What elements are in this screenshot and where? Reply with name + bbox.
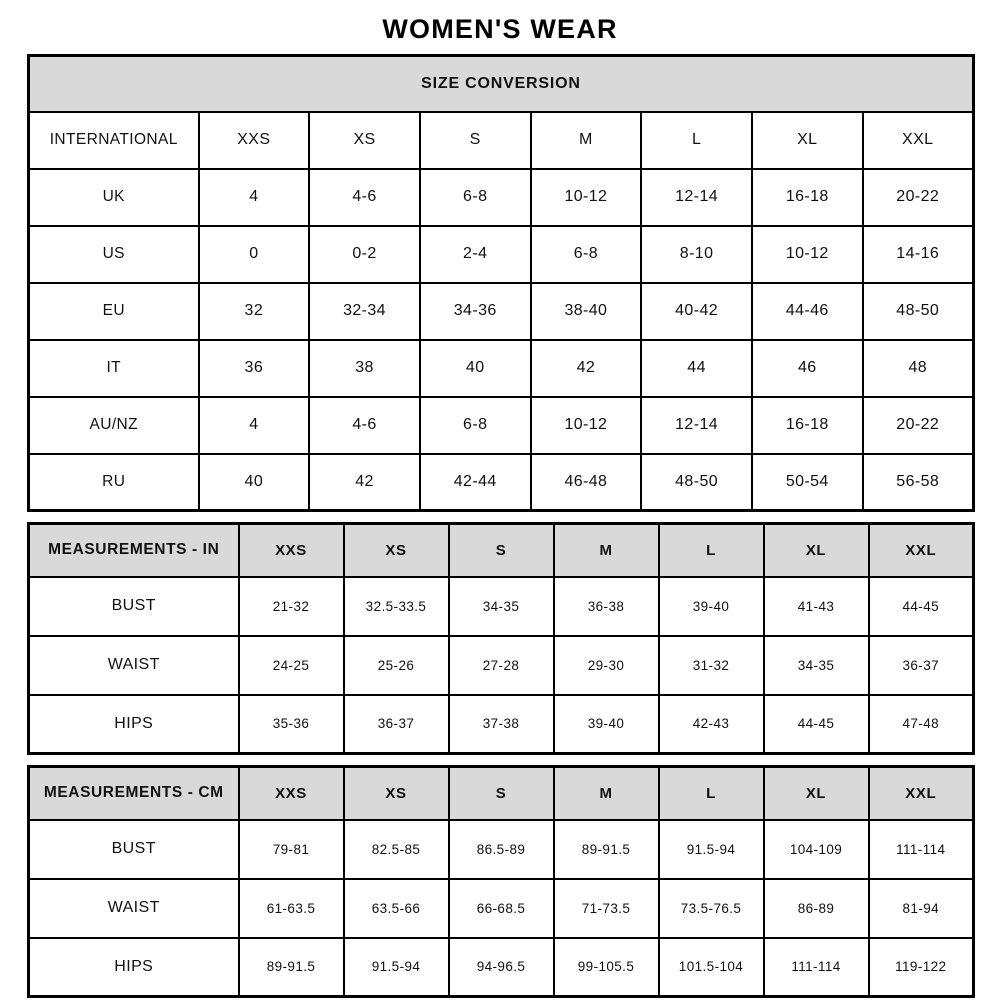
- table-row-it: [29, 340, 974, 397]
- value-cell: 86-89: [764, 879, 869, 938]
- row-label: BUST: [29, 577, 239, 636]
- size-header-cell: XL: [764, 767, 869, 820]
- page-title: WOMEN'S WEAR: [382, 14, 618, 44]
- size-header-cell: S: [449, 524, 554, 577]
- value-cell: 91.5-94: [659, 820, 764, 879]
- value-cell: 48-50: [641, 454, 752, 511]
- value-cell: 89-91.5: [554, 820, 659, 879]
- row-label: HIPS: [29, 695, 239, 754]
- table-row-us: [29, 226, 974, 283]
- value-cell: 71-73.5: [554, 879, 659, 938]
- value-cell: 6-8: [531, 226, 642, 283]
- value-cell: 40-42: [641, 283, 752, 340]
- value-cell: 14-16: [863, 226, 974, 283]
- value-cell: 111-114: [764, 938, 869, 997]
- value-cell: 27-28: [449, 636, 554, 695]
- value-cell: 4-6: [309, 169, 420, 226]
- value-cell: 46: [752, 340, 863, 397]
- value-cell: 111-114: [869, 820, 974, 879]
- value-cell: 36-37: [869, 636, 974, 695]
- value-cell: 10-12: [531, 397, 642, 454]
- size-header-cell: XXS: [239, 767, 344, 820]
- value-cell: 91.5-94: [344, 938, 449, 997]
- value-cell: 34-35: [449, 577, 554, 636]
- value-cell: 36: [199, 340, 310, 397]
- value-cell: 104-109: [764, 820, 869, 879]
- value-cell: 44-46: [752, 283, 863, 340]
- size-header-cell: XL: [752, 112, 863, 169]
- value-cell: 47-48: [869, 695, 974, 754]
- size-header-cell: L: [641, 112, 752, 169]
- value-cell: 50-54: [752, 454, 863, 511]
- size-header-cell: L: [659, 524, 764, 577]
- value-cell: 36-37: [344, 695, 449, 754]
- table-row-uk: [29, 169, 974, 226]
- row-label: IT: [29, 340, 199, 397]
- value-cell: 42-44: [420, 454, 531, 511]
- value-cell: 81-94: [869, 879, 974, 938]
- value-cell: 6-8: [420, 169, 531, 226]
- value-cell: 66-68.5: [449, 879, 554, 938]
- table-row-waist-in: [29, 636, 974, 695]
- measurements-in-table: [27, 522, 975, 755]
- value-cell: 61-63.5: [239, 879, 344, 938]
- size-header-cell: XS: [344, 524, 449, 577]
- value-cell: 0: [199, 226, 310, 283]
- value-cell: 73.5-76.5: [659, 879, 764, 938]
- value-cell: 32-34: [309, 283, 420, 340]
- size-header-cell: XXL: [869, 524, 974, 577]
- value-cell: 36-38: [554, 577, 659, 636]
- size-header-cell: S: [420, 112, 531, 169]
- value-cell: 32.5-33.5: [344, 577, 449, 636]
- row-label: WAIST: [29, 636, 239, 695]
- row-label: HIPS: [29, 938, 239, 997]
- value-cell: 40: [420, 340, 531, 397]
- value-cell: 20-22: [863, 397, 974, 454]
- value-cell: 42: [531, 340, 642, 397]
- row-label: AU/NZ: [29, 397, 199, 454]
- size-header-cell: XS: [309, 112, 420, 169]
- value-cell: 89-91.5: [239, 938, 344, 997]
- value-cell: 48: [863, 340, 974, 397]
- value-cell: 2-4: [420, 226, 531, 283]
- value-cell: 37-38: [449, 695, 554, 754]
- table-row-bust-cm: [29, 820, 974, 879]
- value-cell: 32: [199, 283, 310, 340]
- value-cell: 35-36: [239, 695, 344, 754]
- value-cell: 34-35: [764, 636, 869, 695]
- value-cell: 99-105.5: [554, 938, 659, 997]
- table-row-aunz: [29, 397, 974, 454]
- value-cell: 12-14: [641, 169, 752, 226]
- value-cell: 16-18: [752, 169, 863, 226]
- measurements-cm-title: MEASUREMENTS - CM: [29, 767, 239, 820]
- size-header-cell: M: [554, 767, 659, 820]
- size-conversion-banner: SIZE CONVERSION: [29, 56, 974, 112]
- measurements-cm-header-row: [29, 767, 974, 820]
- value-cell: 10-12: [752, 226, 863, 283]
- value-cell: 8-10: [641, 226, 752, 283]
- row-label: WAIST: [29, 879, 239, 938]
- value-cell: 21-32: [239, 577, 344, 636]
- row-label: RU: [29, 454, 199, 511]
- size-header-cell: XXL: [869, 767, 974, 820]
- table-row-hips-in: [29, 695, 974, 754]
- size-header-cell: L: [659, 767, 764, 820]
- value-cell: 39-40: [554, 695, 659, 754]
- measurements-in-header-row: [29, 524, 974, 577]
- table-row-bust-in: [29, 577, 974, 636]
- value-cell: 82.5-85: [344, 820, 449, 879]
- row-label: BUST: [29, 820, 239, 879]
- value-cell: 10-12: [531, 169, 642, 226]
- size-header-cell: XS: [344, 767, 449, 820]
- measurements-in-title: MEASUREMENTS - IN: [29, 524, 239, 577]
- value-cell: 79-81: [239, 820, 344, 879]
- value-cell: 42-43: [659, 695, 764, 754]
- value-cell: 4-6: [309, 397, 420, 454]
- table-row-ru: [29, 454, 974, 511]
- size-header-cell: XXL: [863, 112, 974, 169]
- value-cell: 44-45: [764, 695, 869, 754]
- value-cell: 20-22: [863, 169, 974, 226]
- size-header-cell: M: [531, 112, 642, 169]
- table-row-eu: [29, 283, 974, 340]
- value-cell: 44: [641, 340, 752, 397]
- value-cell: 42: [309, 454, 420, 511]
- row-label: EU: [29, 283, 199, 340]
- value-cell: 34-36: [420, 283, 531, 340]
- row-label-international: INTERNATIONAL: [29, 112, 199, 169]
- value-cell: 46-48: [531, 454, 642, 511]
- size-header-row: [29, 112, 974, 169]
- value-cell: 44-45: [869, 577, 974, 636]
- value-cell: 63.5-66: [344, 879, 449, 938]
- size-header-cell: S: [449, 767, 554, 820]
- size-header-cell: XXS: [239, 524, 344, 577]
- value-cell: 12-14: [641, 397, 752, 454]
- value-cell: 31-32: [659, 636, 764, 695]
- row-label: UK: [29, 169, 199, 226]
- value-cell: 48-50: [863, 283, 974, 340]
- table-row-hips-cm: [29, 938, 974, 997]
- value-cell: 119-122: [869, 938, 974, 997]
- value-cell: 0-2: [309, 226, 420, 283]
- value-cell: 29-30: [554, 636, 659, 695]
- size-header-cell: M: [554, 524, 659, 577]
- value-cell: 40: [199, 454, 310, 511]
- value-cell: 41-43: [764, 577, 869, 636]
- value-cell: 6-8: [420, 397, 531, 454]
- value-cell: 4: [199, 169, 310, 226]
- value-cell: 39-40: [659, 577, 764, 636]
- value-cell: 86.5-89: [449, 820, 554, 879]
- value-cell: 94-96.5: [449, 938, 554, 997]
- value-cell: 24-25: [239, 636, 344, 695]
- value-cell: 101.5-104: [659, 938, 764, 997]
- value-cell: 56-58: [863, 454, 974, 511]
- size-conversion-table: [27, 54, 975, 512]
- value-cell: 38: [309, 340, 420, 397]
- table-banner-row: [29, 56, 974, 112]
- size-header-cell: XXS: [199, 112, 310, 169]
- row-label: US: [29, 226, 199, 283]
- value-cell: 38-40: [531, 283, 642, 340]
- value-cell: 16-18: [752, 397, 863, 454]
- table-row-waist-cm: [29, 879, 974, 938]
- size-header-cell: XL: [764, 524, 869, 577]
- value-cell: 25-26: [344, 636, 449, 695]
- value-cell: 4: [199, 397, 310, 454]
- measurements-cm-table: [27, 765, 975, 998]
